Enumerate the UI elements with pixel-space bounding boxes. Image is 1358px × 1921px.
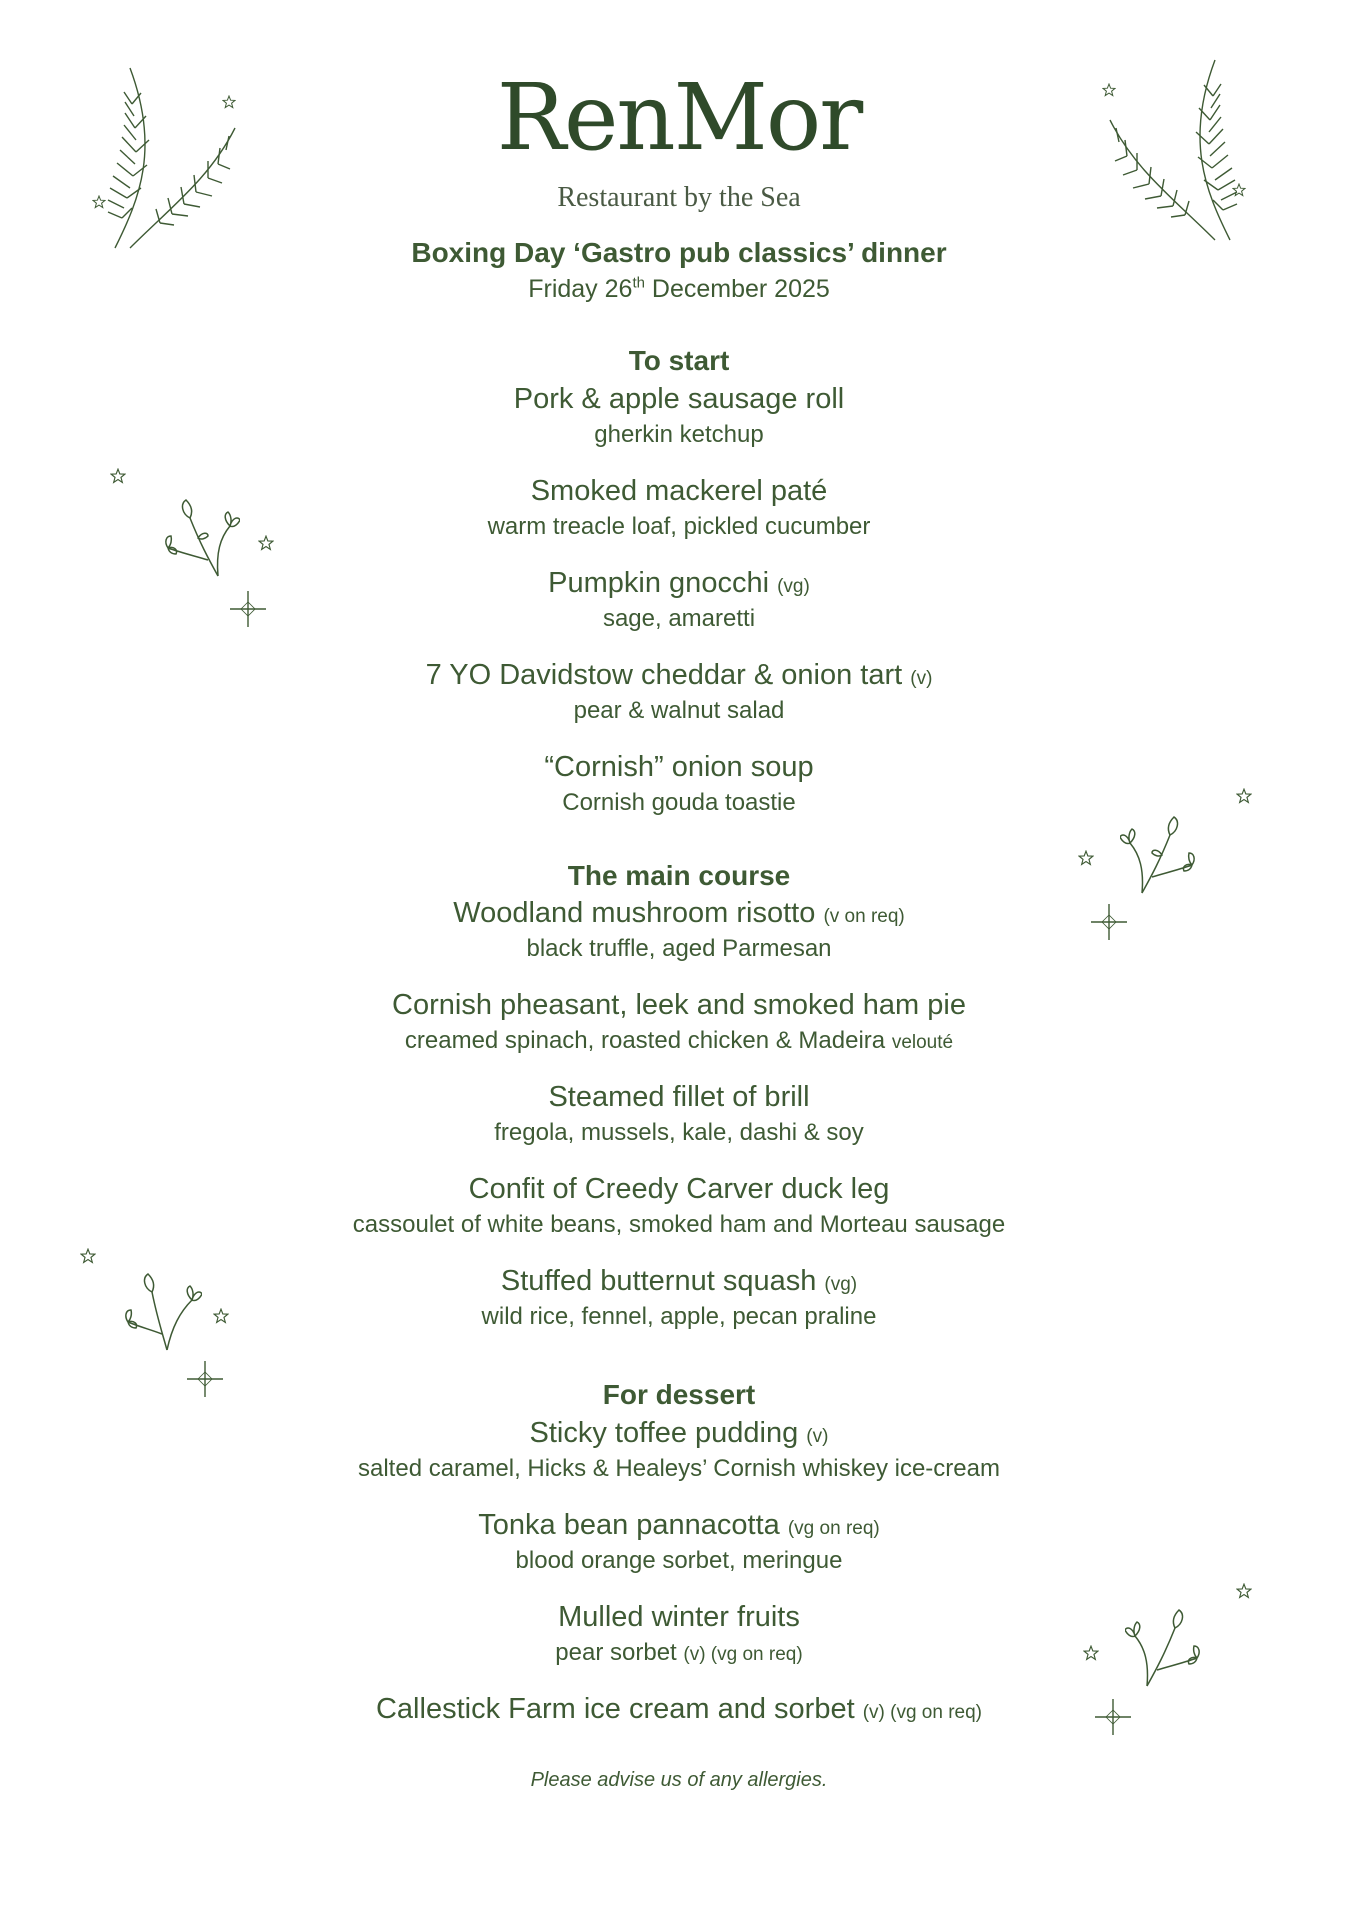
dish-description: Cornish gouda toastie <box>562 789 796 816</box>
dish-description: gherkin ketchup <box>594 421 764 448</box>
brand-tagline: Restaurant by the Sea <box>557 182 801 213</box>
dietary-tag: (v) <box>910 668 933 689</box>
dish-name: Stuffed butternut squash (vg) <box>500 1265 858 1297</box>
dietary-tag: (v) (vg on req) <box>683 1644 803 1665</box>
dish-description: salted caramel, Hicks & Healeys’ Cornish whiskey ice-cream <box>358 1455 1000 1482</box>
dish-name: Callestick Farm ice cream and sorbet (v) (vg on req) <box>375 1693 983 1725</box>
dish-description: pear & walnut salad <box>573 697 785 724</box>
section-heading-mains: The main course <box>567 860 791 891</box>
section-heading-desserts: For dessert <box>602 1379 756 1410</box>
dish-description: blood orange sorbet, meringue <box>515 1547 843 1574</box>
dish-name: Confit of Creedy Carver duck leg <box>468 1173 890 1205</box>
dish-description: black truffle, aged Parmesan <box>526 935 832 962</box>
dietary-tag: (vg on req) <box>787 1518 880 1539</box>
star-icon <box>1236 1583 1252 1599</box>
allergy-note: Please advise us of any allergies. <box>530 1769 828 1791</box>
section-heading-starters: To start <box>628 345 730 376</box>
dish-description: cassoulet of white beans, smoked ham and Morteau sausage <box>352 1211 1006 1238</box>
dish-name: Pork & apple sausage roll <box>513 383 845 415</box>
dish-name: Smoked mackerel paté <box>530 475 828 507</box>
dish-name: Sticky toffee pudding (v) <box>529 1417 829 1449</box>
dish-description: pear sorbet (v) (vg on req) <box>555 1639 803 1666</box>
dish-name: Steamed fillet of brill <box>548 1081 810 1113</box>
dietary-tag: (v) <box>806 1426 829 1447</box>
event-date: Friday 26th December 2025 <box>528 274 830 303</box>
dish-name: “Cornish” onion soup <box>544 751 814 783</box>
star-icon <box>80 1248 96 1264</box>
dish-description: warm treacle loaf, pickled cucumber <box>487 513 871 540</box>
dietary-tag: (v on req) <box>823 906 905 927</box>
dietary-tag: (v) (vg on req) <box>862 1702 983 1723</box>
event-title: Boxing Day ‘Gastro pub classics’ dinner <box>411 237 947 268</box>
dish-name: 7 YO Davidstow cheddar & onion tart (v) <box>425 659 933 691</box>
dish-description: sage, amaretti <box>602 605 756 632</box>
dish-name: Cornish pheasant, leek and smoked ham pie <box>392 989 966 1021</box>
dietary-tag: (vg) <box>824 1274 858 1295</box>
dish-name: Woodland mushroom risotto (v on req) <box>453 897 905 929</box>
dish-name: Tonka bean pannacotta (vg on req) <box>478 1509 880 1541</box>
dish-description: wild rice, fennel, apple, pecan praline <box>481 1303 877 1330</box>
brand-logo: RenMor <box>496 64 862 171</box>
dietary-tag: (vg) <box>777 576 810 597</box>
dish-description: fregola, mussels, kale, dashi & soy <box>494 1119 864 1146</box>
dish-name: Pumpkin gnocchi (vg) <box>548 567 810 599</box>
dish-description: creamed spinach, roasted chicken & Madeira velouté <box>404 1027 954 1054</box>
dish-name: Mulled winter fruits <box>558 1601 800 1633</box>
